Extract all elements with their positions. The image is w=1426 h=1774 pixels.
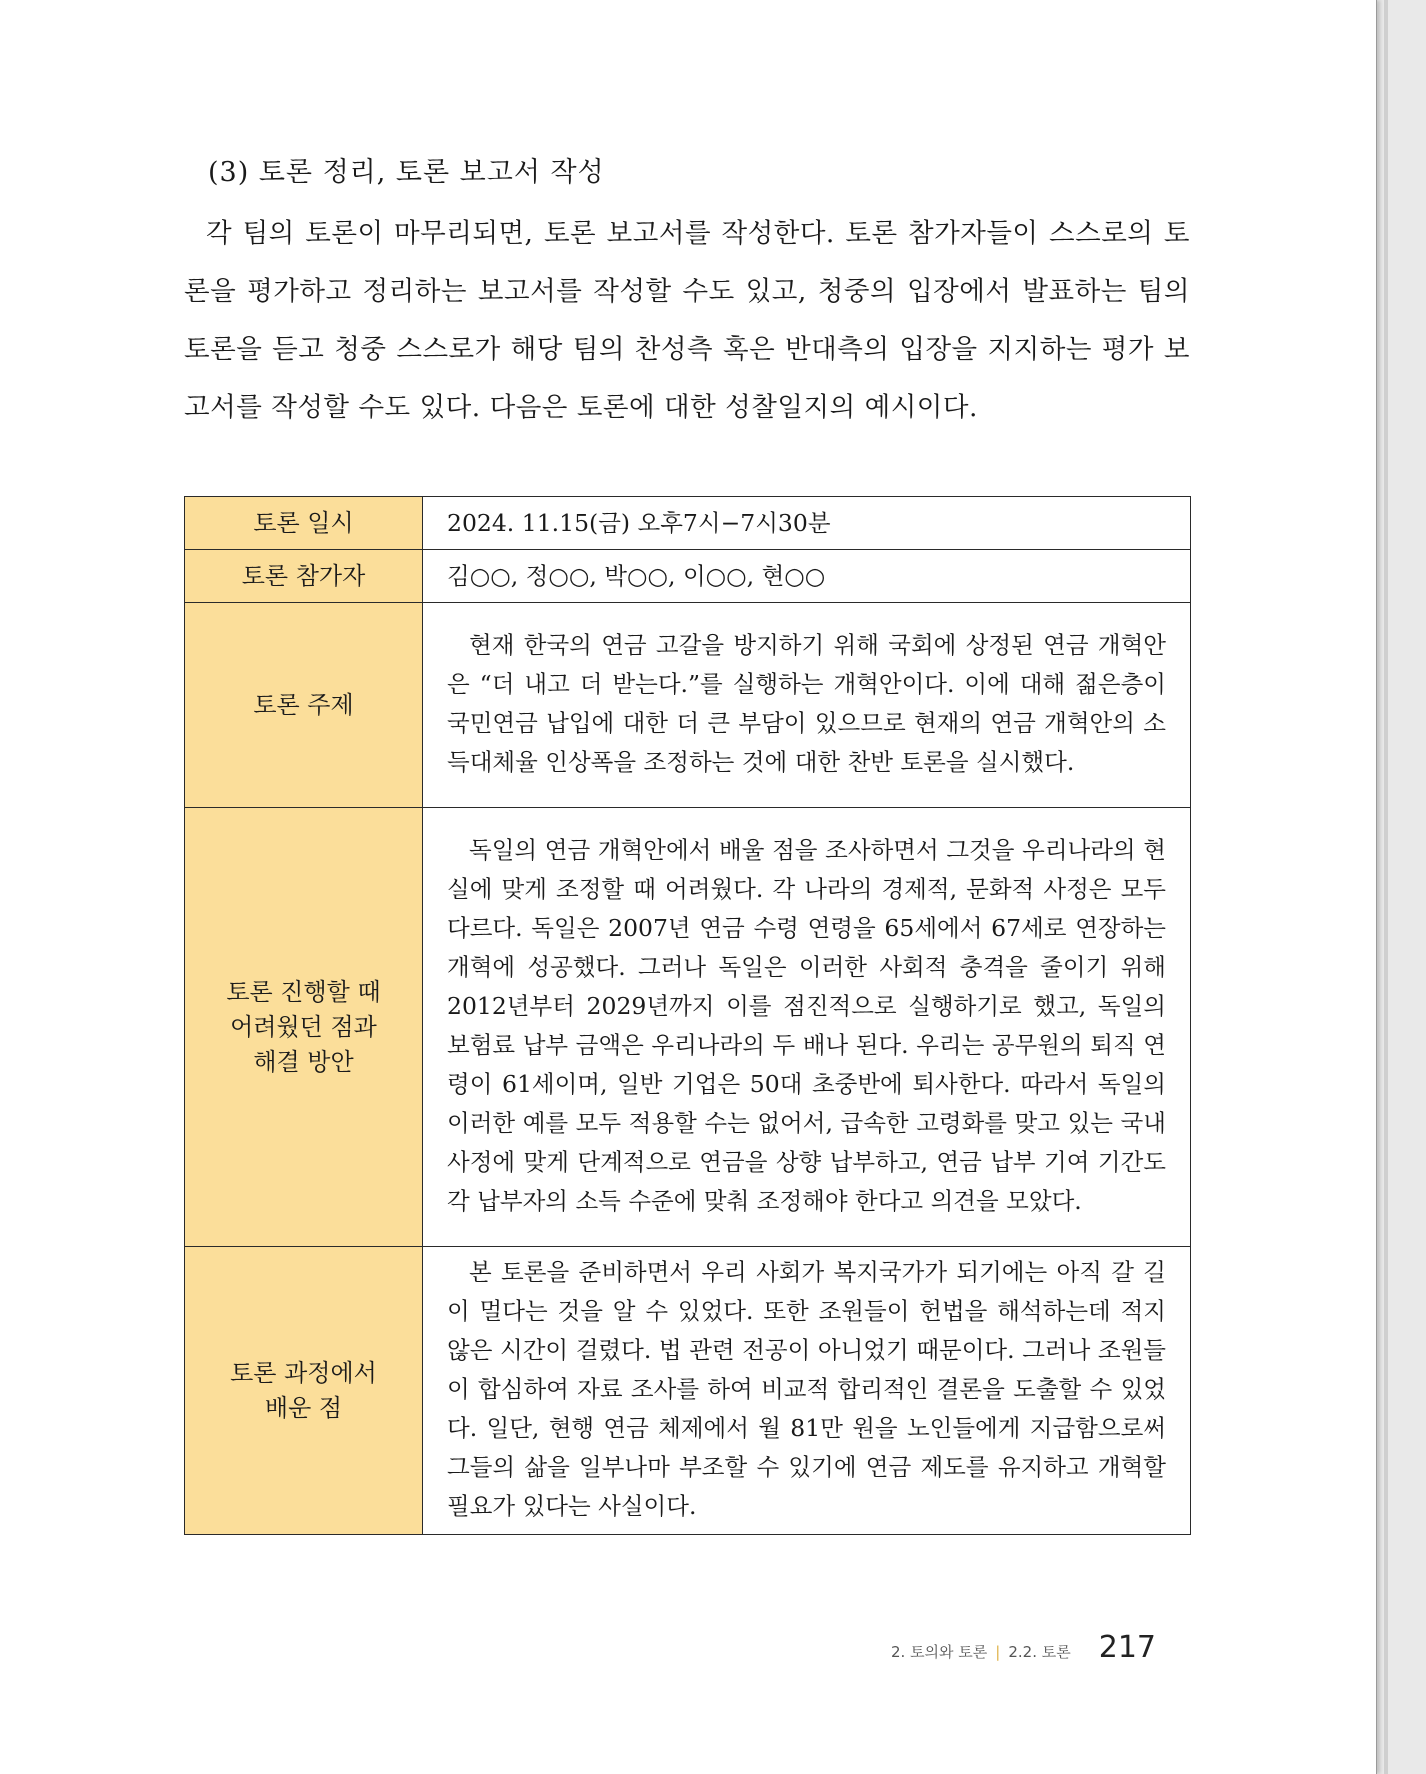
label-participants: 토론 참가자 bbox=[185, 550, 423, 603]
label-difficulties bbox=[185, 808, 423, 1247]
label-lessons-line-1: 토론 과정에서 bbox=[230, 1358, 377, 1387]
page-footer bbox=[891, 1630, 1156, 1665]
section-heading: (3) 토론 정리, 토론 보고서 작성 bbox=[208, 157, 605, 188]
table-row-participants bbox=[185, 550, 1191, 603]
table-row-topic bbox=[185, 603, 1191, 808]
value-topic: 현재 한국의 연금 고갈을 방지하기 위해 국회에 상정된 연금 개혁안은 “더 내고 더 받는다.”를 실행하는 개혁안이다. 이에 대해 젊은층이 국민연금 납입에 대한 더 큰 부담이 있으므로 현재의 연금 개혁안의 소득대체율 인상폭을 조정하는 것에 대한 찬반 토론을 실시했다. bbox=[423, 603, 1191, 808]
intro-paragraph: 각 팀의 토론이 마무리되면, 토론 보고서를 작성한다. 토론 참가자들이 스스로의 토론을 평가하고 정리하는 보고서를 작성할 수도 있고, 청중의 입장에서 발표하는 팀의 토론을 듣고 청중 스스로가 해당 팀의 찬성측 혹은 반대측의 입장을 지지하는 평가 보고서를 작성할 수도 있다. 다음은 토론에 대한 성찰일지의 예시이다. bbox=[184, 218, 1190, 423]
label-difficulties-line-1: 토론 진행할 때 bbox=[226, 977, 381, 1006]
label-date: 토론 일시 bbox=[185, 497, 423, 550]
table-row-lessons bbox=[185, 1247, 1191, 1535]
footer-chapter: 2. 토의와 토론 bbox=[890, 1643, 988, 1661]
label-difficulties-line-3: 해결 방안 bbox=[253, 1047, 354, 1076]
footer-separator: | bbox=[995, 1643, 1001, 1661]
label-difficulties-line-2: 어려웠던 점과 bbox=[230, 1012, 377, 1041]
value-participants: 김○○, 정○○, 박○○, 이○○, 현○○ bbox=[423, 550, 1191, 603]
value-lessons: 본 토론을 준비하면서 우리 사회가 복지국가가 되기에는 아직 갈 길이 멀다는 것을 알 수 있었다. 또한 조원들이 헌법을 해석하는데 적지 않은 시간이 걸렸다. 법 관련 전공이 아니었기 때문이다. 그러나 조원들이 합심하여 자료 조사를 하여 비교적 합리적인 결론을 도출할 수 있었다. 일단, 현행 연금 체제에서 월 81만 원을 노인들에게 지급함으로써 그들의 삶을 일부나마 부조할 수 있기에 연금 제도를 유지하고 개혁할 필요가 있다는 사실이다. bbox=[423, 1247, 1191, 1535]
table-row-date bbox=[185, 497, 1191, 550]
reflection-journal-table bbox=[184, 496, 1191, 1535]
page-number: 217 bbox=[1098, 1630, 1156, 1665]
page-edge-shadow bbox=[1384, 0, 1388, 1774]
label-lessons-line-2: 배운 점 bbox=[264, 1393, 343, 1422]
table-row-difficulties bbox=[185, 808, 1191, 1247]
footer-section: 2.2. 토론 bbox=[1008, 1643, 1071, 1661]
label-topic: 토론 주제 bbox=[185, 603, 423, 808]
label-lessons bbox=[185, 1247, 423, 1535]
value-difficulties: 독일의 연금 개혁안에서 배울 점을 조사하면서 그것을 우리나라의 현실에 맞게 조정할 때 어려웠다. 각 나라의 경제적, 문화적 사정은 모두 다르다. 독일은 2007년 연금 수령 연령을 65세에서 67세로 연장하는 개혁에 성공했다. 그러나 독일은 이러한 사회적 충격을 줄이기 위해 2012년부터 2029년까지 이를 점진적으로 실행하기로 했고, 독일의 보험료 납부 금액은 우리나라의 두 배나 된다. 우리는 공무원의 퇴직 연령이 61세이며, 일반 기업은 50대 초중반에 퇴사한다. 따라서 독일의 이러한 예를 모두 적용할 수는 없어서, 급속한 고령화를 맞고 있는 국내 사정에 맞게 단계적으로 연금을 상향 납부하고, 연금 납부 기여 기간도 각 납부자의 소득 수준에 맞춰 조정해야 한다고 의견을 모았다. bbox=[423, 808, 1191, 1247]
value-date: 2024. 11.15(금) 오후7시−7시30분 bbox=[423, 497, 1191, 550]
